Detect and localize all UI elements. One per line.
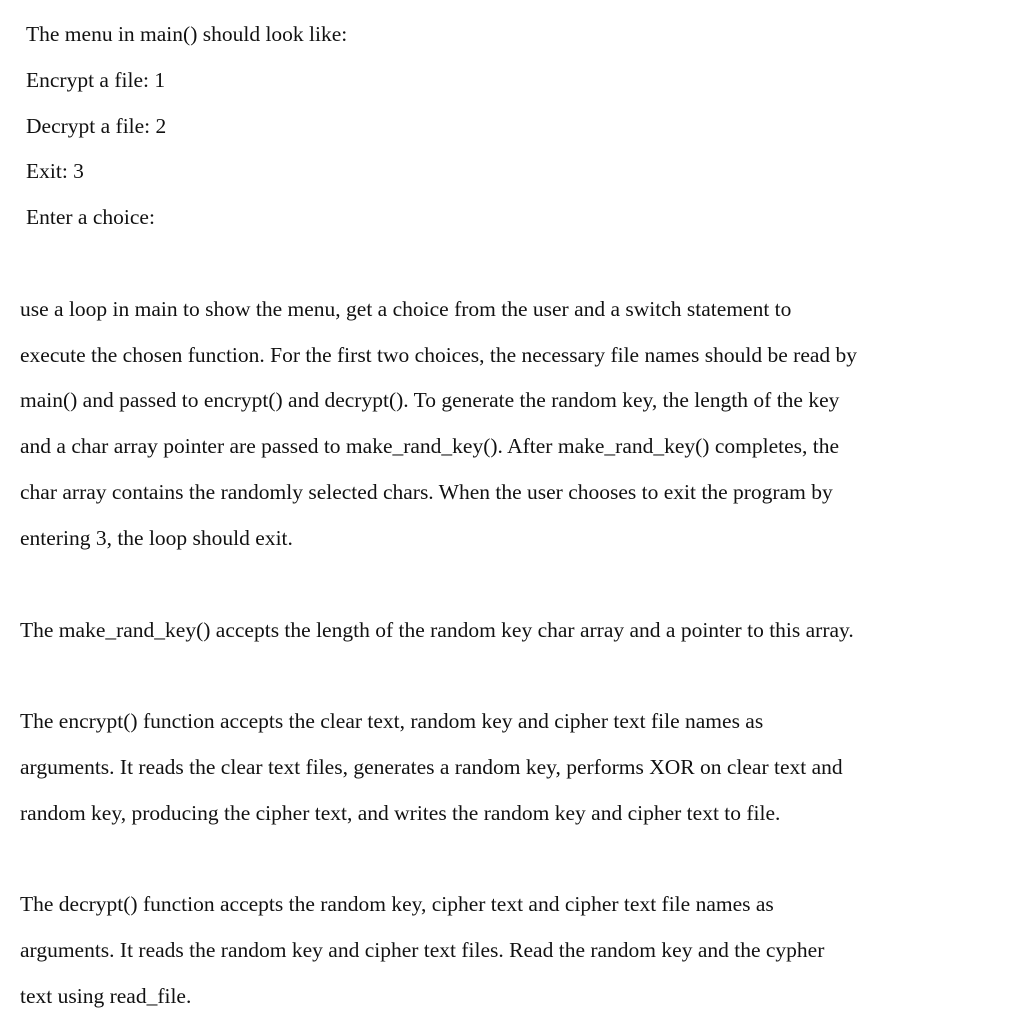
paragraph-line: text using read_file. [20,984,192,1008]
menu-intro: The menu in main() should look like: [26,22,348,46]
menu-option-decrypt: Decrypt a file: 2 [26,114,167,138]
menu-option-encrypt: Encrypt a file: 1 [26,68,166,92]
paragraph-line: The decrypt() function accepts the random key, cipher text and cipher text file names as [20,892,774,916]
paragraph-line: use a loop in main to show the menu, get a choice from the user and a switch statement to [20,297,792,321]
paragraph-line: and a char array pointer are passed to make_rand_key(). After make_rand_key() completes, the [20,434,840,458]
paragraph-line: char array contains the randomly selected chars. When the user chooses to exit the program by [20,480,833,504]
paragraph-line: arguments. It reads the random key and cipher text files. Read the random key and the cypher [20,938,825,962]
paragraph-line: random key, producing the cipher text, and writes the random key and cipher text to file. [20,801,781,825]
paragraph-line: The make_rand_key() accepts the length of the random key char array and a pointer to this array. [20,618,854,642]
paragraph-line: main() and passed to encrypt() and decrypt(). To generate the random key, the length of the key [20,388,840,412]
paragraph-line: The encrypt() function accepts the clear text, random key and cipher text file names as [20,709,764,733]
paragraph-line: execute the chosen function. For the first two choices, the necessary file names should be read by [20,343,858,367]
paragraph-line: arguments. It reads the clear text files, generates a random key, performs XOR on clear text and [20,755,843,779]
menu-prompt: Enter a choice: [26,205,155,229]
paragraph-line: entering 3, the loop should exit. [20,526,293,550]
menu-option-exit: Exit: 3 [26,159,84,183]
